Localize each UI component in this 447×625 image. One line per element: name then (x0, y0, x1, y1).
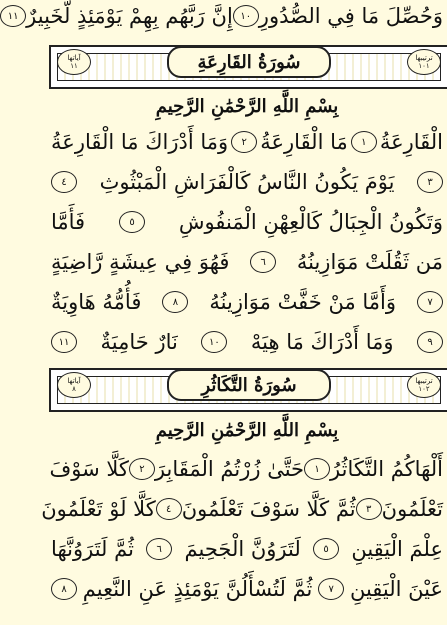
verse-text: كَلَّا لَوْ تَعْلَمُونَ (41, 497, 156, 521)
medal-label: آياتها (67, 54, 81, 62)
surah-order-medal (407, 372, 441, 398)
medal-label: ترتيبها (415, 54, 433, 62)
verse-text: مَا الْقَارِعَةُ (260, 130, 348, 154)
basmala: بِسْمِ اللَّهِ الرَّحْمَٰنِ الرَّحِيمِ (155, 96, 339, 117)
verse-line (51, 457, 443, 481)
verse-text: عَيْنَ الْيَقِينِ (349, 577, 443, 601)
verse-line (51, 210, 443, 234)
surah-header-takathur (49, 368, 447, 412)
verse-text: نَارٌ حَامِيَةٌ (100, 330, 178, 354)
ayah-marker: ٢ (129, 458, 155, 480)
verse-text: وَأَمَّا مَنْ خَفَّتْ مَوَازِينُهُ (209, 290, 396, 314)
verse-text: لَتَرَوُنَّ الْجَحِيمَ (184, 537, 301, 561)
ayah-marker: ٧ (318, 578, 344, 600)
verse-text: ثُمَّ كَلَّا سَوْفَ تَعْلَمُونَ (181, 497, 356, 521)
basmala: بِسْمِ اللَّهِ الرَّحْمَٰنِ الرَّحِيمِ (155, 420, 339, 441)
verse-line (51, 330, 443, 354)
ayah-marker: ٣ (417, 171, 443, 193)
medal-value: ٨ (72, 385, 76, 393)
ayah-marker: ٨ (162, 291, 188, 313)
surah-name: سُورَةُ التَّكَاثُرِ (167, 369, 331, 401)
verse-line (51, 577, 443, 601)
verse-line (51, 250, 443, 274)
verse-text: ثُمَّ لَتُسْأَلُنَّ يَوْمَئِذٍ عَنِ النَّعِيمِ (82, 577, 313, 601)
verse-text: كَلَّا سَوْفَ (49, 457, 129, 481)
ayah-marker: ٤ (156, 498, 182, 520)
ayah-marker: ٦ (146, 538, 172, 560)
surah-ayat-medal (57, 372, 91, 398)
ayah-marker: ٩ (417, 331, 443, 353)
ayah-marker: ١٠ (233, 5, 259, 27)
ayah-marker: ٦ (250, 251, 276, 273)
ayah-marker: ٧ (417, 291, 443, 313)
ayah-marker: ٨ (51, 578, 77, 600)
ayah-marker: ٥ (313, 538, 339, 560)
verse-line (51, 537, 443, 561)
verse-text: يَوْمَ يَكُونُ النَّاسُ كَالْفَرَاشِ الْمَبْثُوثِ (99, 170, 395, 194)
ayah-marker: ١١ (51, 331, 77, 353)
verse-text: مَن ثَقُلَتْ مَوَازِينُهُ (296, 250, 443, 274)
surah-order-medal (407, 49, 441, 75)
verse-text: تَعْلَمُونَ (381, 497, 443, 521)
verse-text: ثُمَّ لَتَرَوُنَّهَا (51, 537, 134, 561)
ayah-marker: ٢ (231, 131, 257, 153)
ayah-marker: ٤ (51, 171, 77, 193)
verse-line (41, 497, 443, 521)
verse-text: فَأَمَّا (51, 210, 86, 234)
verse-line (51, 130, 443, 154)
verse-text: وَمَا أَدْرَاكَ مَا هِيَهْ (250, 330, 394, 354)
surah-header-qaria (49, 45, 447, 89)
verse-text: الْقَارِعَةُ (379, 130, 443, 154)
verse-text: وَتَكُونُ الْجِبَالُ كَالْعِهْنِ الْمَنفُوشِ (178, 210, 443, 234)
verse-line (51, 170, 443, 194)
mushaf-page (7, 0, 447, 625)
verse-text: عِلْمَ الْيَقِينِ (351, 537, 443, 561)
medal-value: ١١ (70, 62, 78, 70)
verse-line (51, 290, 443, 314)
ayah-marker: ١٠ (201, 331, 227, 353)
surah-name: سُورَةُ القَارِعَةِ (167, 46, 331, 78)
ayah-marker: ٥ (119, 211, 145, 233)
medal-label: آياتها (67, 377, 81, 385)
verse-text: وَحُصِّلَ مَا فِي الصُّدُورِ (258, 4, 443, 28)
ayah-marker: ١١ (0, 5, 26, 27)
verse-text: إِنَّ رَبَّهُم بِهِمْ يَوْمَئِذٍ لَّخَبِيرٌ (26, 4, 233, 28)
medal-value: ١٠١ (418, 62, 430, 70)
medal-label: ترتيبها (415, 377, 433, 385)
verse-text: حَتَّىٰ زُرْتُمُ الْمَقَابِرَ (154, 457, 305, 481)
verse-line-top (7, 4, 443, 28)
medal-value: ١٠٢ (418, 385, 430, 393)
ayah-marker: ١ (304, 458, 330, 480)
verse-text: وَمَا أَدْرَاكَ مَا الْقَارِعَةُ (51, 130, 229, 154)
verse-text: أَلْهَاكُمُ التَّكَاثُرُ (330, 457, 443, 481)
ayah-marker: ٣ (356, 498, 382, 520)
surah-ayat-medal (57, 49, 91, 75)
verse-text: فَأُمُّهُ هَاوِيَةٌ (51, 290, 142, 314)
ayah-marker: ١ (351, 131, 377, 153)
verse-text: فَهُوَ فِي عِيشَةٍ رَّاضِيَةٍ (51, 250, 230, 274)
